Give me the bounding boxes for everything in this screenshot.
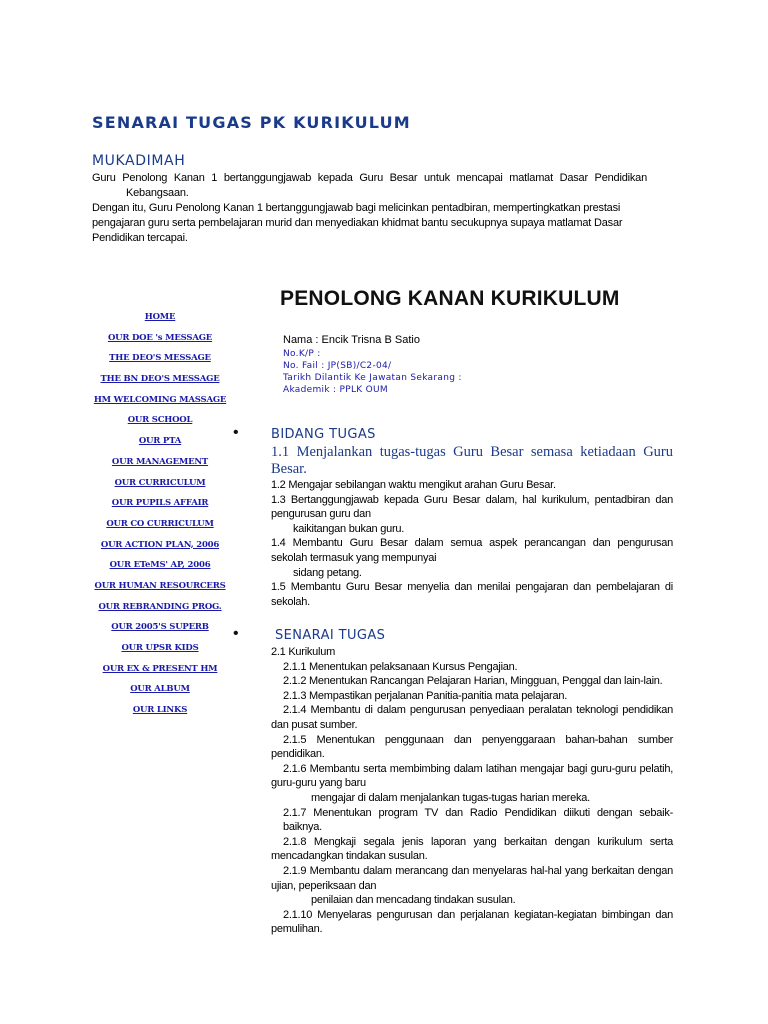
- bidang-item-1-3: 1.3 Bertanggungjawab kepada Guru Besar dalam, hal kurikulum, pentadbiran dan pengurusan guru dan: [271, 493, 673, 521]
- nav-link-upsr-kids[interactable]: OUR UPSR KIDS: [121, 643, 199, 653]
- nav-link-hm-welcoming[interactable]: HM WELCOMING MASSAGE: [93, 394, 227, 405]
- nav-item: [90, 472, 230, 493]
- nav-item: [90, 534, 230, 555]
- senarai-tugas-heading: SENARAI TUGAS: [275, 628, 386, 643]
- nav-item: [90, 347, 230, 368]
- nav-item: [90, 389, 230, 410]
- bidang-item-1-4: 1.4 Membantu Guru Besar dalam semua aspek perancangan dan pengurusan sekolah termasuk yang mempunyai: [271, 537, 673, 564]
- nav-item: [90, 409, 230, 430]
- nav-link-album[interactable]: OUR ALBUM: [130, 684, 190, 695]
- bidang-tugas-section: [271, 426, 673, 609]
- bidang-tugas-heading: BIDANG TUGAS: [271, 427, 376, 442]
- nav-link-deo-message[interactable]: THE DEO'S MESSAGE: [109, 353, 211, 364]
- senarai-item-2-1-6: 2.1.6 Membantu serta membimbing dalam latihan mengajar bagi guru-guru pelatih, guru-guru yang baru: [271, 762, 673, 790]
- nav-link-action-plan[interactable]: OUR ACTION PLAN, 2006: [100, 539, 220, 550]
- intro-line-1: Guru Penolong Kanan 1 bertanggungjawab kepada Guru Besar untuk mencapai matlamat Dasar Pendidikan: [92, 172, 647, 184]
- intro-text: [92, 171, 647, 246]
- profile-academic: Akademik : PPLK OUM: [283, 385, 388, 395]
- bullet-icon: •: [233, 625, 239, 642]
- senarai-item-2-1-2: 2.1.2 Menentukan Rancangan Pelajaran Harian, Mingguan, Penggal dan lain-lain.: [283, 675, 663, 688]
- senarai-item-2-1-9: 2.1.9 Membantu dalam merancang dan menyelaras hal-hal yang berkaitan dengan ujian, peperiksaan dan: [271, 864, 673, 892]
- senarai-item-2-1-3: 2.1.3 Mempastikan perjalanan Panitia-panitia mata pelajaran.: [283, 689, 568, 702]
- bidang-item-1-1: 1.1 Menjalankan tugas-tugas Guru Besar semasa ketiadaan Guru Besar.: [271, 444, 673, 477]
- senarai-item-2-1-1: 2.1.1 Menentukan pelaksanaan Kursus Pengajian.: [283, 660, 518, 673]
- nav-link-etems-ap[interactable]: OUR ETeMS' AP, 2006: [109, 560, 211, 571]
- senarai-item-2-1-6-cont: mengajar di dalam menjalankan tugas-tugas harian mereka.: [311, 791, 590, 804]
- nav-link-our-school[interactable]: OUR SCHOOL: [127, 415, 193, 426]
- nav-item: [90, 678, 230, 699]
- nav-item: [90, 306, 230, 327]
- senarai-item-2-1-10: 2.1.10 Menyelaras pengurusan dan perjalanan kegiatan-kegiatan bimbingan dan pemulihan.: [271, 908, 673, 936]
- nav-item: [90, 596, 230, 617]
- nav-link-human-resources[interactable]: OUR HUMAN RESOURCERS: [94, 580, 226, 591]
- nav-link-bn-deo-message[interactable]: THE BN DEO'S MESSAGE: [100, 374, 220, 385]
- senarai-item-2-1-5: 2.1.5 Menentukan penggunaan dan penyenggaraan bahan-bahan sumber pendidikan.: [271, 733, 673, 761]
- nav-link-our-curriculum[interactable]: OUR CURRICULUM: [114, 477, 206, 488]
- nav-link-links[interactable]: OUR LINKS: [132, 705, 188, 716]
- nav-item: [90, 451, 230, 472]
- senarai-item-2-1-4: 2.1.4 Membantu di dalam pengurusan penyediaan peralatan teknologi pendidikan dan pusat sumber.: [271, 704, 673, 731]
- nav-item: [90, 513, 230, 534]
- nav-link-our-management[interactable]: OUR MANAGEMENT: [111, 456, 209, 467]
- nav-item: [90, 616, 230, 637]
- nav-link-our-pta[interactable]: OUR PTA: [138, 436, 182, 447]
- nav-link-pupils-affair[interactable]: OUR PUPILS AFFAIR: [111, 498, 209, 509]
- nav-link-rebranding[interactable]: OUR REBRANDING PROG.: [98, 601, 222, 612]
- nav-item: [90, 554, 230, 575]
- nav-item: [90, 637, 230, 658]
- senarai-tugas-section: [271, 627, 673, 937]
- intro-line-2: Kebangsaan.: [126, 187, 189, 199]
- nav-item: [90, 327, 230, 348]
- profile-info: [283, 334, 462, 396]
- bullet-icon: •: [233, 424, 239, 441]
- nav-item: [90, 368, 230, 389]
- senarai-item-2-1-8: 2.1.8 Mengkaji segala jenis laporan yang berkaitan dengan kurikulum serta mencadangkan tindakan susulan.: [271, 835, 673, 863]
- bidang-item-1-5: 1.5 Membantu Guru Besar menyelia dan menilai pengajaran dan pembelajaran di sekolah.: [271, 581, 673, 608]
- bidang-item-1-4-cont: sidang petang.: [293, 566, 362, 579]
- nav-item: [90, 699, 230, 720]
- nav-item: [90, 658, 230, 679]
- side-navigation: [90, 306, 230, 720]
- nav-item: [90, 575, 230, 596]
- senarai-item-2-1-9-cont: penilaian dan mencadang tindakan susulan.: [311, 894, 516, 907]
- profile-name: Nama : Encik Trisna B Satio: [283, 334, 420, 346]
- nav-link-superb-2005[interactable]: OUR 2005'S SUPERB: [111, 622, 209, 633]
- profile-appointment-date: Tarikh Dilantik Ke Jawatan Sekarang :: [283, 373, 462, 383]
- senarai-item-2-1-7: 2.1.7 Menentukan program TV dan Radio Pendidikan diikuti dengan sebaik-baiknya.: [283, 806, 673, 834]
- nav-item: [90, 430, 230, 451]
- profile-kp: No.K/P :: [283, 349, 321, 359]
- nav-item: [90, 492, 230, 513]
- nav-link-doe-message[interactable]: OUR DOE 's MESSAGE: [107, 332, 213, 343]
- bidang-item-1-3-cont: kaikitangan bukan guru.: [293, 522, 405, 535]
- intro-paragraph-2: Dengan itu, Guru Penolong Kanan 1 bertanggungjawab bagi melicinkan pentadbiran, mempertingkatkan prestasi pengajaran guru serta pembelajaran murid dan menyediakan khidmat bantu secukupnya supaya matlamat Dasar Pendidikan tercapai.: [92, 202, 623, 244]
- nav-link-ex-present-hm[interactable]: OUR EX & PRESENT HM: [102, 663, 218, 674]
- page-title: SENARAI TUGAS PK KURIKULUM: [92, 113, 411, 132]
- profile-heading: PENOLONG KANAN KURIKULUM: [280, 287, 620, 310]
- nav-link-home[interactable]: HOME: [144, 312, 176, 322]
- intro-heading: MUKADIMAH: [92, 153, 186, 169]
- bidang-item-1-2: 1.2 Mengajar sebilangan waktu mengikut arahan Guru Besar.: [271, 479, 556, 491]
- senarai-item-2-1: 2.1 Kurikulum: [271, 646, 336, 658]
- profile-file-no: No. Fail : JP(SB)/C2-04/: [283, 361, 392, 371]
- nav-link-co-curriculum[interactable]: OUR CO CURRICULUM: [106, 518, 214, 529]
